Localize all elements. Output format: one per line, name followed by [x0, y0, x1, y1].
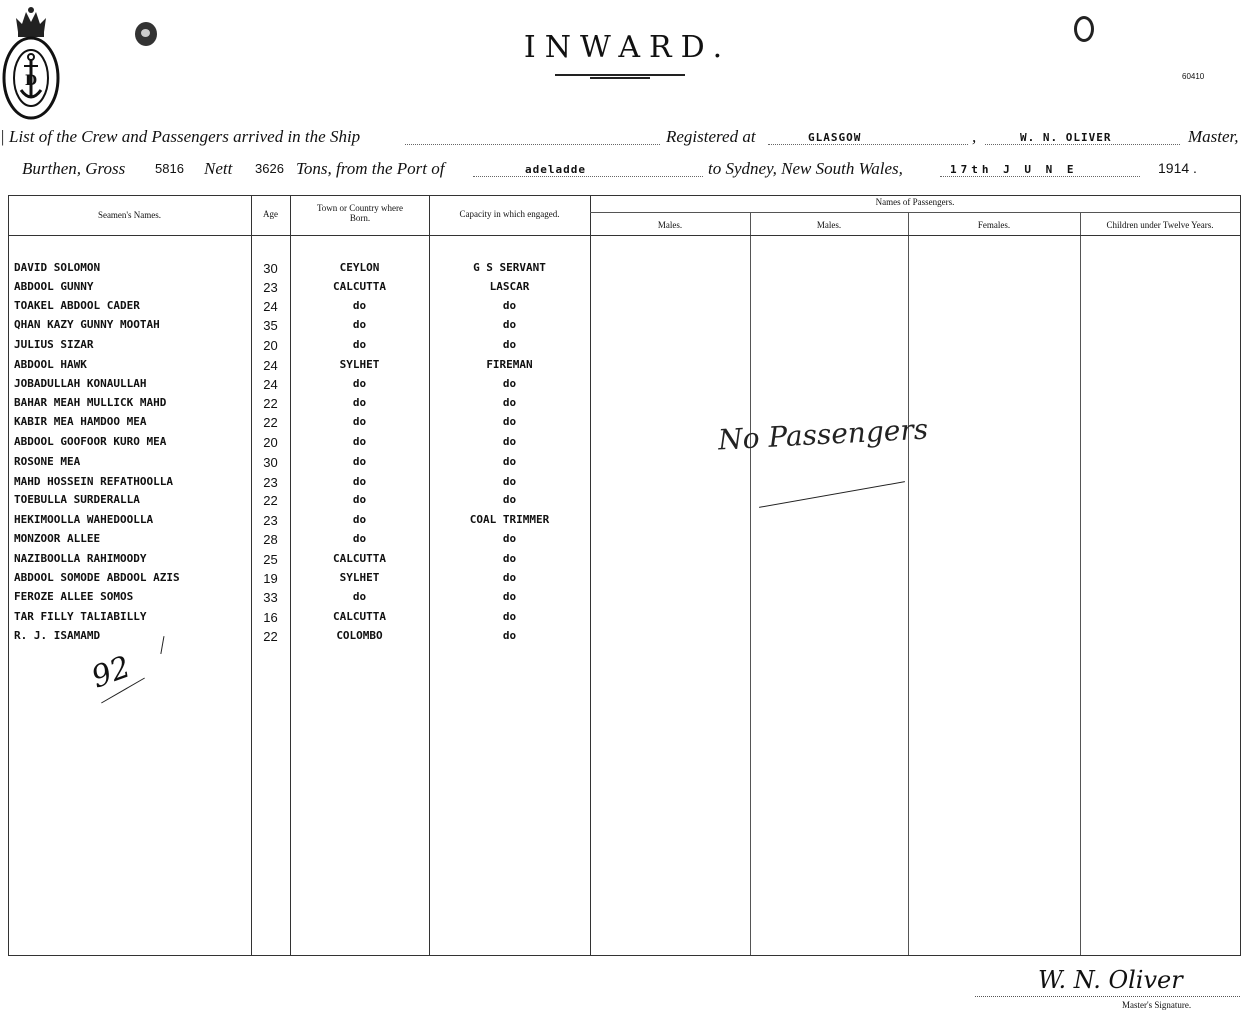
to-label: to Sydney, New South Wales, [708, 159, 903, 178]
col-header-capacity: Capacity in which engaged. [459, 209, 560, 219]
crew-capacity: do [502, 396, 517, 409]
crew-capacity: do [502, 571, 517, 584]
crew-birthplace: SYLHET [339, 571, 380, 584]
crew-age: 33 [263, 590, 278, 605]
crew-capacity: do [502, 435, 517, 448]
col-divider-children [1080, 213, 1081, 955]
col-divider-passengers [590, 195, 591, 955]
crew-name: NAZIBOOLLA RAHIMOODY [14, 552, 147, 565]
master-label: Master, [1188, 127, 1239, 146]
crew-age: 25 [263, 552, 278, 567]
crew-age: 23 [263, 513, 278, 528]
crew-birthplace: do [352, 493, 367, 506]
crew-capacity: do [502, 493, 517, 506]
col-divider-females [908, 213, 909, 955]
crew-capacity: COAL TRIMMER [469, 513, 550, 526]
crew-birthplace: do [352, 318, 367, 331]
year-value: 1914 . [1158, 160, 1197, 176]
crew-capacity: do [502, 299, 517, 312]
col-divider-right [1240, 195, 1241, 955]
tons-label: Tons, from the Port of [296, 159, 445, 178]
crew-capacity: do [502, 629, 517, 642]
header-line-1 [0, 127, 1255, 149]
crew-birthplace: CALCUTTA [333, 552, 386, 565]
crew-age: 22 [263, 415, 278, 430]
crew-birthplace: CALCUTTA [333, 280, 386, 293]
crew-capacity: do [502, 455, 517, 468]
date-value: 17th J U N E [950, 163, 1078, 176]
crew-name: ROSONE MEA [14, 455, 81, 468]
crew-age: 24 [263, 299, 278, 314]
port-value: adeladde [525, 163, 586, 176]
col-header-born: Town or Country where Born. [316, 203, 404, 223]
crew-capacity: do [502, 318, 517, 331]
master-value: W. N. OLIVER [1020, 131, 1112, 144]
registered-field [768, 144, 968, 145]
crew-birthplace: do [352, 396, 367, 409]
crew-name: BAHAR MEAH MULLICK MAHD [14, 396, 167, 409]
col-header-age: Age [263, 209, 278, 219]
crew-birthplace: do [352, 435, 367, 448]
form-number: 60410 [1182, 72, 1205, 81]
no-passengers-annotation: No Passengers [717, 412, 929, 457]
gross-value: 5816 [155, 161, 184, 176]
crew-age: 23 [263, 475, 278, 490]
col-header-males-1: Males. [657, 220, 683, 230]
crew-age: 30 [263, 261, 278, 276]
no-passengers-stroke [759, 481, 905, 508]
crew-name: ABDOOL GUNNY [14, 280, 94, 293]
crew-capacity: FIREMAN [486, 358, 533, 371]
col-header-males-2: Males. [816, 220, 842, 230]
crew-birthplace: do [352, 415, 367, 428]
crew-count-annotation: 92 [87, 649, 136, 696]
crew-age: 20 [263, 338, 278, 353]
svg-text:D: D [24, 73, 38, 89]
date-field [940, 176, 1140, 177]
crew-age: 24 [263, 377, 278, 392]
col-header-females: Females. [977, 220, 1011, 230]
crew-capacity: LASCAR [489, 280, 530, 293]
col-header-names: Seamen's Names. [97, 210, 162, 220]
crew-birthplace: do [352, 513, 367, 526]
line1-prefix: List of the Crew and Passengers arrived in the Ship [9, 127, 361, 146]
signature-label: Master's Signature. [1122, 1000, 1192, 1010]
title-underline-thick [590, 77, 650, 79]
crew-birthplace: COLOMBO [336, 629, 383, 642]
crew-capacity: do [502, 532, 517, 545]
signature-line [975, 996, 1240, 997]
nett-value: 3626 [255, 161, 284, 176]
crew-birthplace: do [352, 590, 367, 603]
crew-age: 16 [263, 610, 278, 625]
header-line-2 [0, 159, 1255, 181]
nett-label: Nett [204, 159, 233, 178]
crew-capacity: do [502, 415, 517, 428]
crew-capacity: do [502, 377, 517, 390]
crew-age: 19 [263, 571, 278, 586]
crew-birthplace: do [352, 338, 367, 351]
registered-label: Registered at [666, 127, 756, 146]
crew-age: 22 [263, 629, 278, 644]
master-field [985, 144, 1180, 145]
crew-age: 28 [263, 532, 278, 547]
crew-name: DAVID SOLOMON [14, 261, 101, 274]
crew-age: 22 [263, 396, 278, 411]
page-title: INWARD. [523, 30, 732, 65]
crew-name: JOBADULLAH KONAULLAH [14, 377, 147, 390]
crew-capacity: do [502, 590, 517, 603]
col-divider-males2 [750, 213, 751, 955]
passenger-header-rule [590, 212, 1240, 213]
crew-capacity: do [502, 475, 517, 488]
crew-birthplace: do [352, 377, 367, 390]
crew-birthplace: do [352, 455, 367, 468]
col-divider-left [8, 195, 9, 955]
crew-name: KABIR MEA HAMDOO MEA [14, 415, 147, 428]
crew-name: ABDOOL HAWK [14, 358, 87, 371]
crew-name: FEROZE ALLEE SOMOS [14, 590, 134, 603]
ship-name-field [405, 144, 660, 145]
crew-name: TAR FILLY TALIABILLY [14, 610, 147, 623]
crew-name: HEKIMOOLLA WAHEDOOLLA [14, 513, 154, 526]
count-tick [149, 634, 165, 654]
crew-name: R. J. ISAMAMD [14, 629, 101, 642]
crew-name: JULIUS SIZAR [14, 338, 94, 351]
crew-age: 23 [263, 280, 278, 295]
port-field [473, 176, 703, 177]
crew-age: 20 [263, 435, 278, 450]
crew-name: TOEBULLA SURDERALLA [14, 493, 140, 506]
crew-age: 35 [263, 318, 278, 333]
crew-birthplace: CEYLON [339, 261, 380, 274]
crew-name: TOAKEL ABDOOL CADER [14, 299, 140, 312]
line1-comma: , [972, 127, 977, 146]
crew-birthplace: do [352, 532, 367, 545]
col-header-children: Children under Twelve Years. [1106, 220, 1214, 230]
header-bottom-rule [8, 235, 1240, 236]
crew-birthplace: CALCUTTA [333, 610, 386, 623]
burthen-label: Burthen, Gross [22, 159, 126, 178]
master-signature: W. N. Oliver [1038, 966, 1183, 994]
line1-bracket: | [0, 127, 5, 146]
col-header-passengers: Names of Passengers. [875, 197, 955, 207]
crew-capacity: do [502, 610, 517, 623]
crew-capacity: do [502, 552, 517, 565]
crew-capacity: G S SERVANT [473, 261, 546, 274]
crew-birthplace: do [352, 299, 367, 312]
crew-age: 24 [263, 358, 278, 373]
crew-name: QHAN KAZY GUNNY MOOTAH [14, 318, 160, 331]
table-bottom-border [8, 955, 1241, 956]
crew-name: ABDOOL SOMODE ABDOOL AZIS [14, 571, 180, 584]
registered-value: GLASGOW [808, 131, 862, 144]
title-underline [555, 74, 685, 76]
crew-name: MAHD HOSSEIN REFATHOOLLA [14, 475, 173, 488]
table-top-border [8, 195, 1241, 196]
crew-capacity: do [502, 338, 517, 351]
crew-age: 22 [263, 493, 278, 508]
crew-name: ABDOOL GOOFOOR KURO MEA [14, 435, 167, 448]
crew-birthplace: do [352, 475, 367, 488]
crew-birthplace: SYLHET [339, 358, 380, 371]
crew-age: 30 [263, 455, 278, 470]
crew-name: MONZOOR ALLEE [14, 532, 101, 545]
